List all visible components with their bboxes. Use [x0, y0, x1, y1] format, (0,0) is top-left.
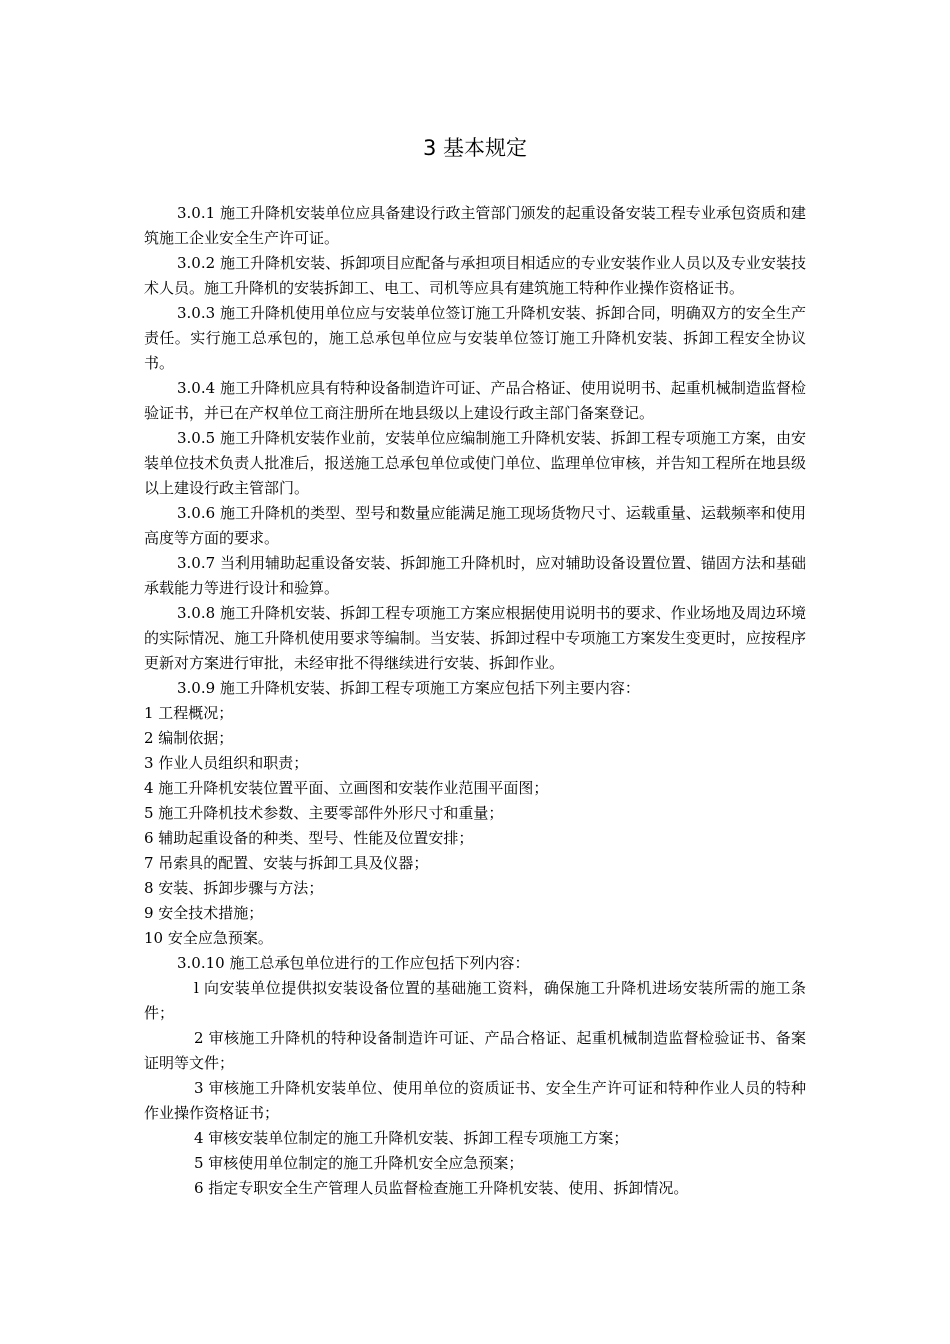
list-item: 9 安全技术措施；: [144, 904, 264, 922]
list-item: 3 作业人员组织和职责；: [144, 754, 309, 772]
list-item: 5 审核使用单位制定的施工升降机安全应急预案；: [194, 1154, 524, 1172]
list-item: 7 吊索具的配置、安装与拆卸工具及仪器；: [144, 854, 429, 872]
list-item: 10 安全应急预案。: [144, 929, 273, 947]
clause-paragraph: 3.0.5 施工升降机安装作业前，安装单位应编制施工升降机安装、拆卸工程专项施工方案，由安装单位技术负责人批准后，报送施工总承包单位或使门单位、监理单位审核，并告知工程所在地县级以上建设行政主管部门。: [144, 429, 806, 497]
list-item: 2 审核施工升降机的特种设备制造许可证、产品合格证、起重机械制造监督检验证书、备案证明等文件；: [144, 1029, 806, 1072]
list-item: 6 指定专职安全生产管理人员监督检查施工升降机安装、使用、拆卸情况。: [194, 1179, 689, 1197]
clause-paragraph: 3.0.9 施工升降机安装、拆卸工程专项施工方案应包括下列主要内容：: [177, 679, 640, 697]
clause-paragraph: 3.0.8 施工升降机安装、拆卸工程专项施工方案应根据使用说明书的要求、作业场地及周边环境的实际情况、施工升降机使用要求等编制。当安装、拆卸过程中专项施工方案发生变更时，应按程序更新对方案进行审批，未经审批不得继续进行安装、拆卸作业。: [144, 604, 806, 672]
list-item: 4 施工升降机安装位置平面、立画图和安装作业范围平面图；: [144, 779, 549, 797]
clause-paragraph: 3.0.2 施工升降机安装、拆卸项目应配备与承担项目相适应的专业安装作业人员以及专业安装技术人员。施工升降机的安装拆卸工、电工、司机等应具有建筑施工特种作业操作资格证书。: [144, 254, 806, 297]
list-item: 6 辅助起重设备的种类、型号、性能及位置安排；: [144, 829, 474, 847]
list-item: 1 工程概况；: [144, 704, 234, 722]
list-item: 2 编制依据；: [144, 729, 234, 747]
clause-paragraph: 3.0.1 施工升降机安装单位应具备建设行政主管部门颁发的起重设备安装工程专业承包资质和建筑施工企业安全生产许可证。: [144, 204, 806, 247]
clause-paragraph: 3.0.3 施工升降机使用单位应与安装单位签订施工升降机安装、拆卸合同，明确双方的安全生产责任。实行施工总承包的，施工总承包单位应与安装单位签订施工升降机安装、拆卸工程安全协议书。: [144, 304, 806, 372]
list-item: l 向安装单位提供拟安装设备位置的基础施工资料，确保施工升降机进场安装所需的施工条件；: [144, 979, 806, 1022]
list-item: 5 施工升降机技术参数、主要零部件外形尺寸和重量；: [144, 804, 504, 822]
clause-paragraph: 3.0.10 施工总承包单位进行的工作应包括下列内容：: [177, 954, 530, 972]
clause-paragraph: 3.0.4 施工升降机应具有特种设备制造许可证、产品合格证、使用说明书、起重机械制造监督检验证书，并已在产权单位工商注册所在地县级以上建设行政主部门备案登记。: [144, 379, 806, 422]
section-body: [144, 201, 806, 1201]
list-item: 3 审核施工升降机安装单位、使用单位的资质证书、安全生产许可证和特种作业人员的特种作业操作资格证书；: [144, 1079, 806, 1122]
clause-paragraph: 3.0.7 当利用辅助起重设备安装、拆卸施工升降机时，应对辅助设备设置位置、锚固方法和基础承载能力等进行设计和验算。: [144, 554, 806, 597]
list-item: 8 安装、拆卸步骤与方法；: [144, 879, 324, 897]
clause-paragraph: 3.0.6 施工升降机的类型、型号和数量应能满足施工现场货物尺寸、运载重量、运载频率和使用高度等方面的要求。: [144, 504, 806, 547]
list-item: 4 审核安装单位制定的施工升降机安装、拆卸工程专项施工方案；: [194, 1129, 629, 1147]
section-title: 3 基本规定: [422, 136, 528, 160]
